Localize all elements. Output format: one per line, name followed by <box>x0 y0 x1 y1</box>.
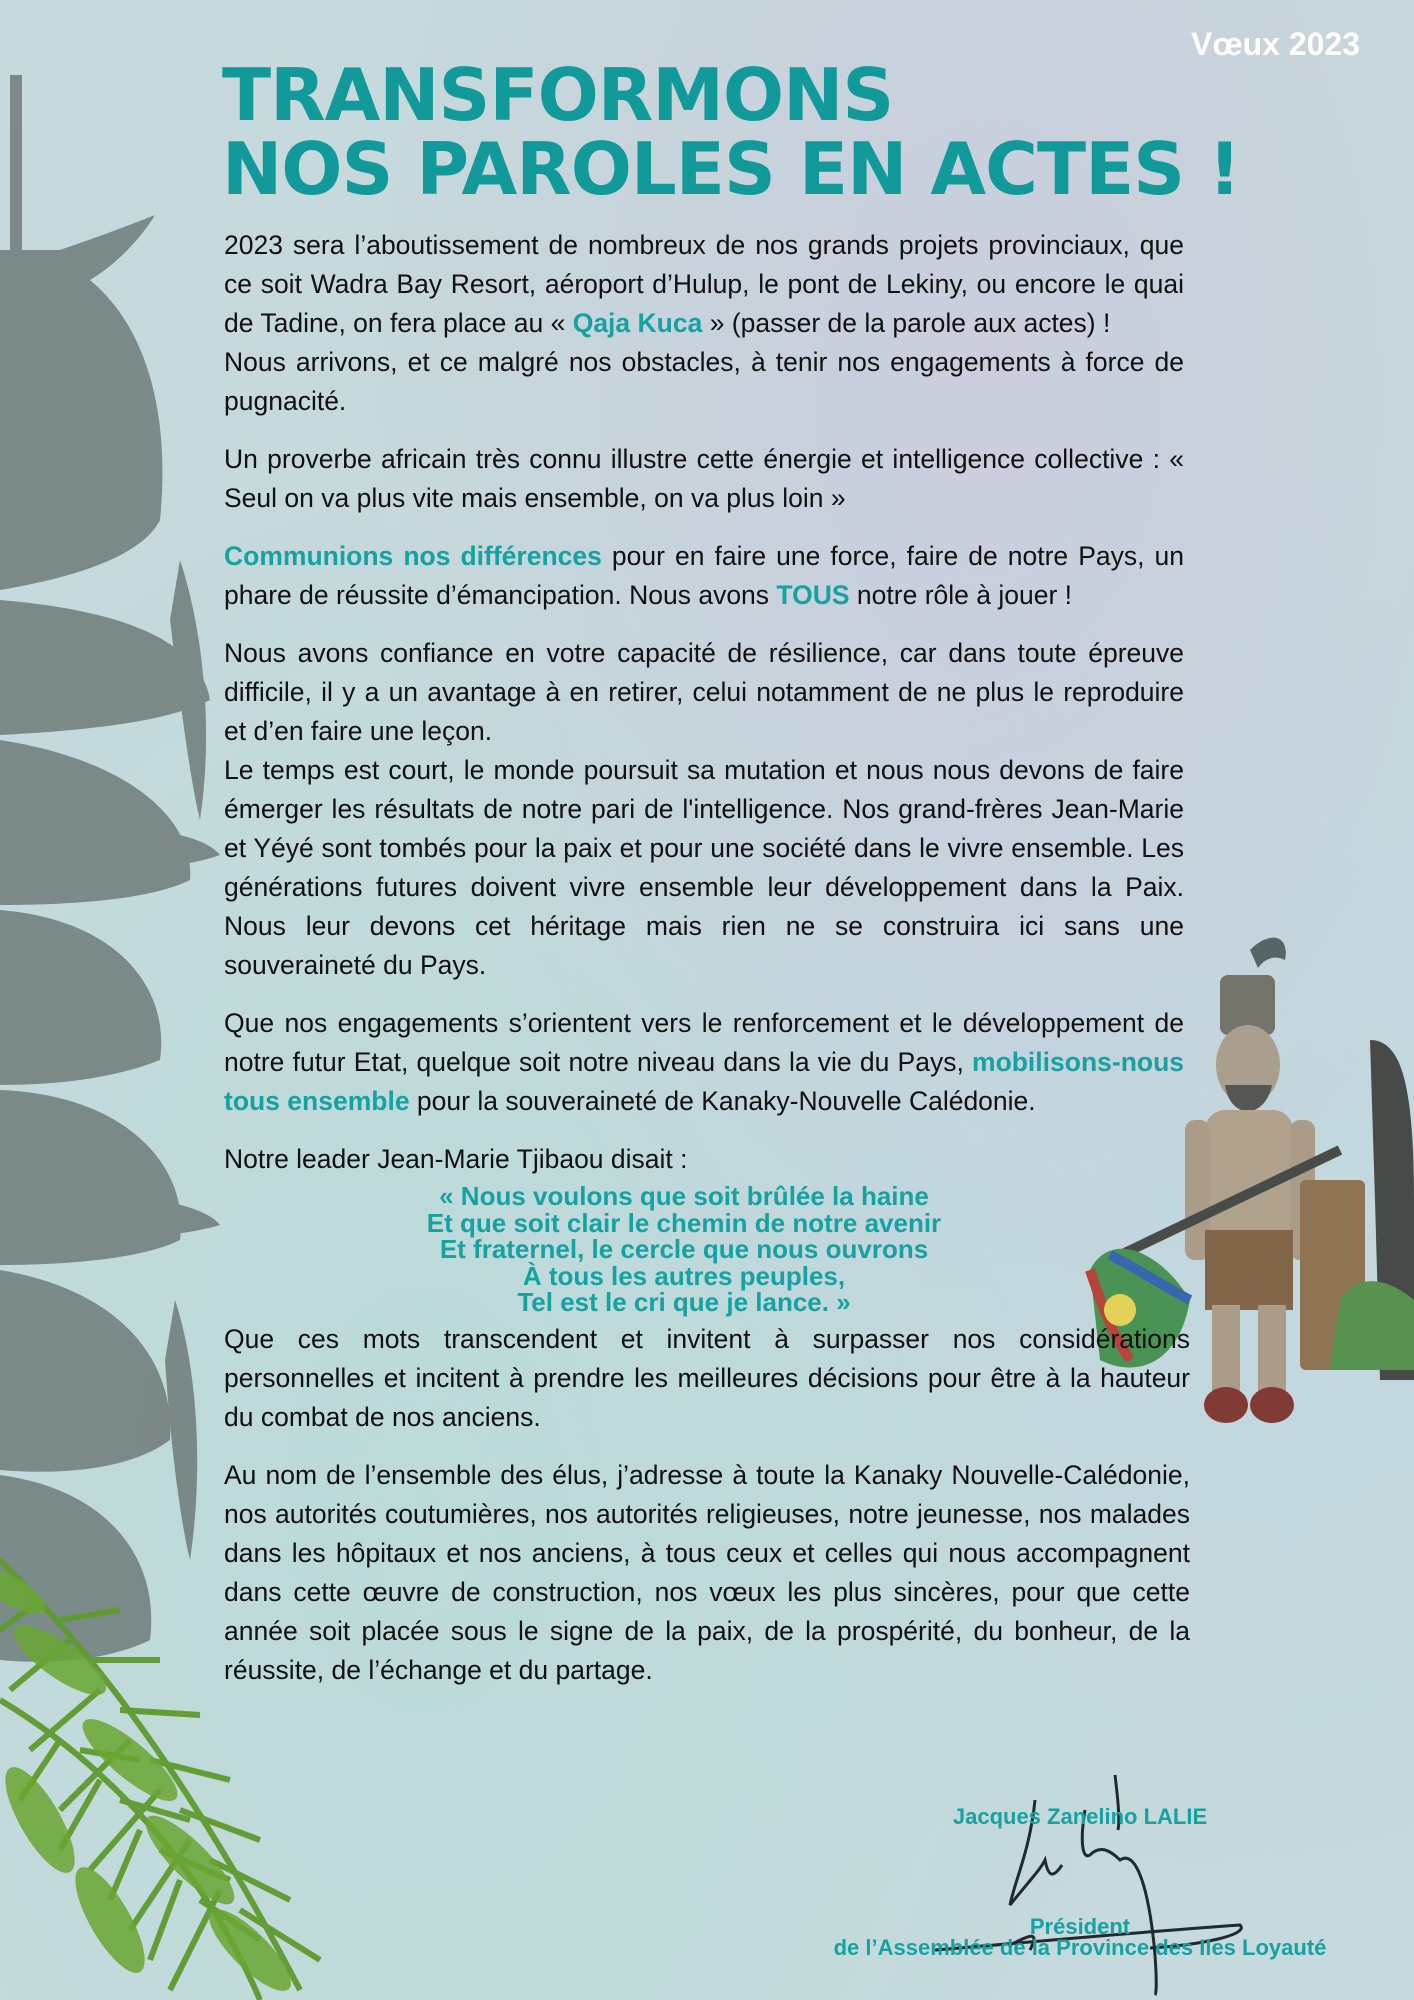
title-line-2: NOS PAROLES EN ACTES ! <box>222 127 1241 211</box>
quote-line: « Nous voulons que soit brûlée la haine <box>439 1181 929 1211</box>
paragraph-commitments: Nous arrivons, et ce malgré nos obstacles, à tenir nos engagements à force de pugnacité. <box>224 347 1184 416</box>
left-totem-silhouette <box>0 75 220 1662</box>
paragraph-leader: Notre leader Jean-Marie Tjibaou disait : <box>224 1144 688 1174</box>
title-line-1: TRANSFORMONS <box>222 53 894 137</box>
year-label: Vœux 2023 <box>1191 26 1360 62</box>
highlight-tous: TOUS <box>776 580 850 610</box>
paragraph-text: notre rôle à jouer ! <box>849 580 1072 610</box>
paragraph-engagements <box>224 1004 1184 1121</box>
signatory-role-line-2: de l’Assemblée de la Province des Iles Loyauté <box>833 1935 1327 1960</box>
page-title <box>222 53 1241 211</box>
paragraph-text: 2023 sera l’aboutissement de nombreux de nos grands projets provinciaux, que ce soit Wadra Bay Resort, aéroport d’Hulup, le pont de Lekiny, ou encore le quai de Tadine, on fera place au « <box>224 230 1184 338</box>
paragraph-resilience: Nous avons confiance en votre capacité de résilience, car dans toute épreuve difficile, il y a un avantage à en retirer, celui notamment de ne plus le reproduire et d’en faire une leçon. <box>224 638 1184 746</box>
letter-body <box>224 226 1190 1709</box>
highlight-communions: Communions nos différences <box>224 541 602 571</box>
paragraph-text: » (passer de la parole aux actes) ! <box>702 308 1111 338</box>
highlight-mobilisons: mobilisons-nous tous ensemble <box>224 1047 1184 1116</box>
signatory-name: Jacques Zanelino LALIE <box>952 1804 1208 1829</box>
quote-line: Et fraternel, le cercle que nous ouvrons <box>439 1234 929 1264</box>
paragraph-text: pour en faire une force, faire de notre Pays, un phare de réussite d’émancipation. Nous avons <box>224 541 1184 610</box>
signatory-role-line-1: Président <box>1029 1914 1131 1939</box>
paragraph-communion <box>224 537 1184 615</box>
paragraph-time: Le temps est court, le monde poursuit sa mutation et nous nous devons de faire émerger les résultats de notre pari de l'intelligence. Nos grand-frères Jean-Marie et Yéyé sont tombés pour la paix et pour une société dans le vivre ensemble. Les générations futures doivent vivre ensemble leur développement dans la Paix. Nous leur devons cet héritage mais rien ne se construira ici sans une souveraineté du Pays. <box>224 755 1184 980</box>
paragraph-text: pour la souveraineté de Kanaky-Nouvelle Calédonie. <box>409 1086 1036 1116</box>
paragraph-proverb: Un proverbe africain très connu illustre cette énergie et intelligence collective : « Seul on va plus vite mais ensemble, on va plus loin » <box>224 444 1184 513</box>
tjibaou-quote <box>224 1183 1184 1316</box>
paragraph-text: Que nos engagements s’orientent vers le renforcement et le développement de notre futur Etat, quelque soit notre niveau dans la vie du Pays, <box>224 1008 1184 1077</box>
paragraph-wishes: Au nom de l’ensemble des élus, j’adresse à toute la Kanaky Nouvelle-Calédonie, nos autorités coutumières, nos autorités religieuses, notre jeunesse, nos malades dans les hôpitaux et nos anciens, à tous ceux et celles qui nous accompagnent dans cette œuvre de construction, nos vœux les plus sincères, pour que cette année soit placée sous le signe de la paix, de la prospérité, du bonheur, de la réussite, de l’échange et du partage. <box>224 1459 1190 1685</box>
quote-line: À tous les autres peuples, <box>522 1260 846 1291</box>
paragraph-projects <box>224 226 1184 343</box>
paragraph-transcend: Que ces mots transcendent et invitent à surpasser nos considérations personnelles et incitent à prendre les meilleures décisions pour être à la hauteur du combat de nos anciens. <box>224 1323 1190 1432</box>
quote-line: Et que soit clair le chemin de notre avenir <box>426 1207 942 1238</box>
highlight-qaja-kuca: Qaja Kuca <box>572 308 703 338</box>
quote-line: Tel est le cri que je lance. » <box>517 1287 851 1317</box>
